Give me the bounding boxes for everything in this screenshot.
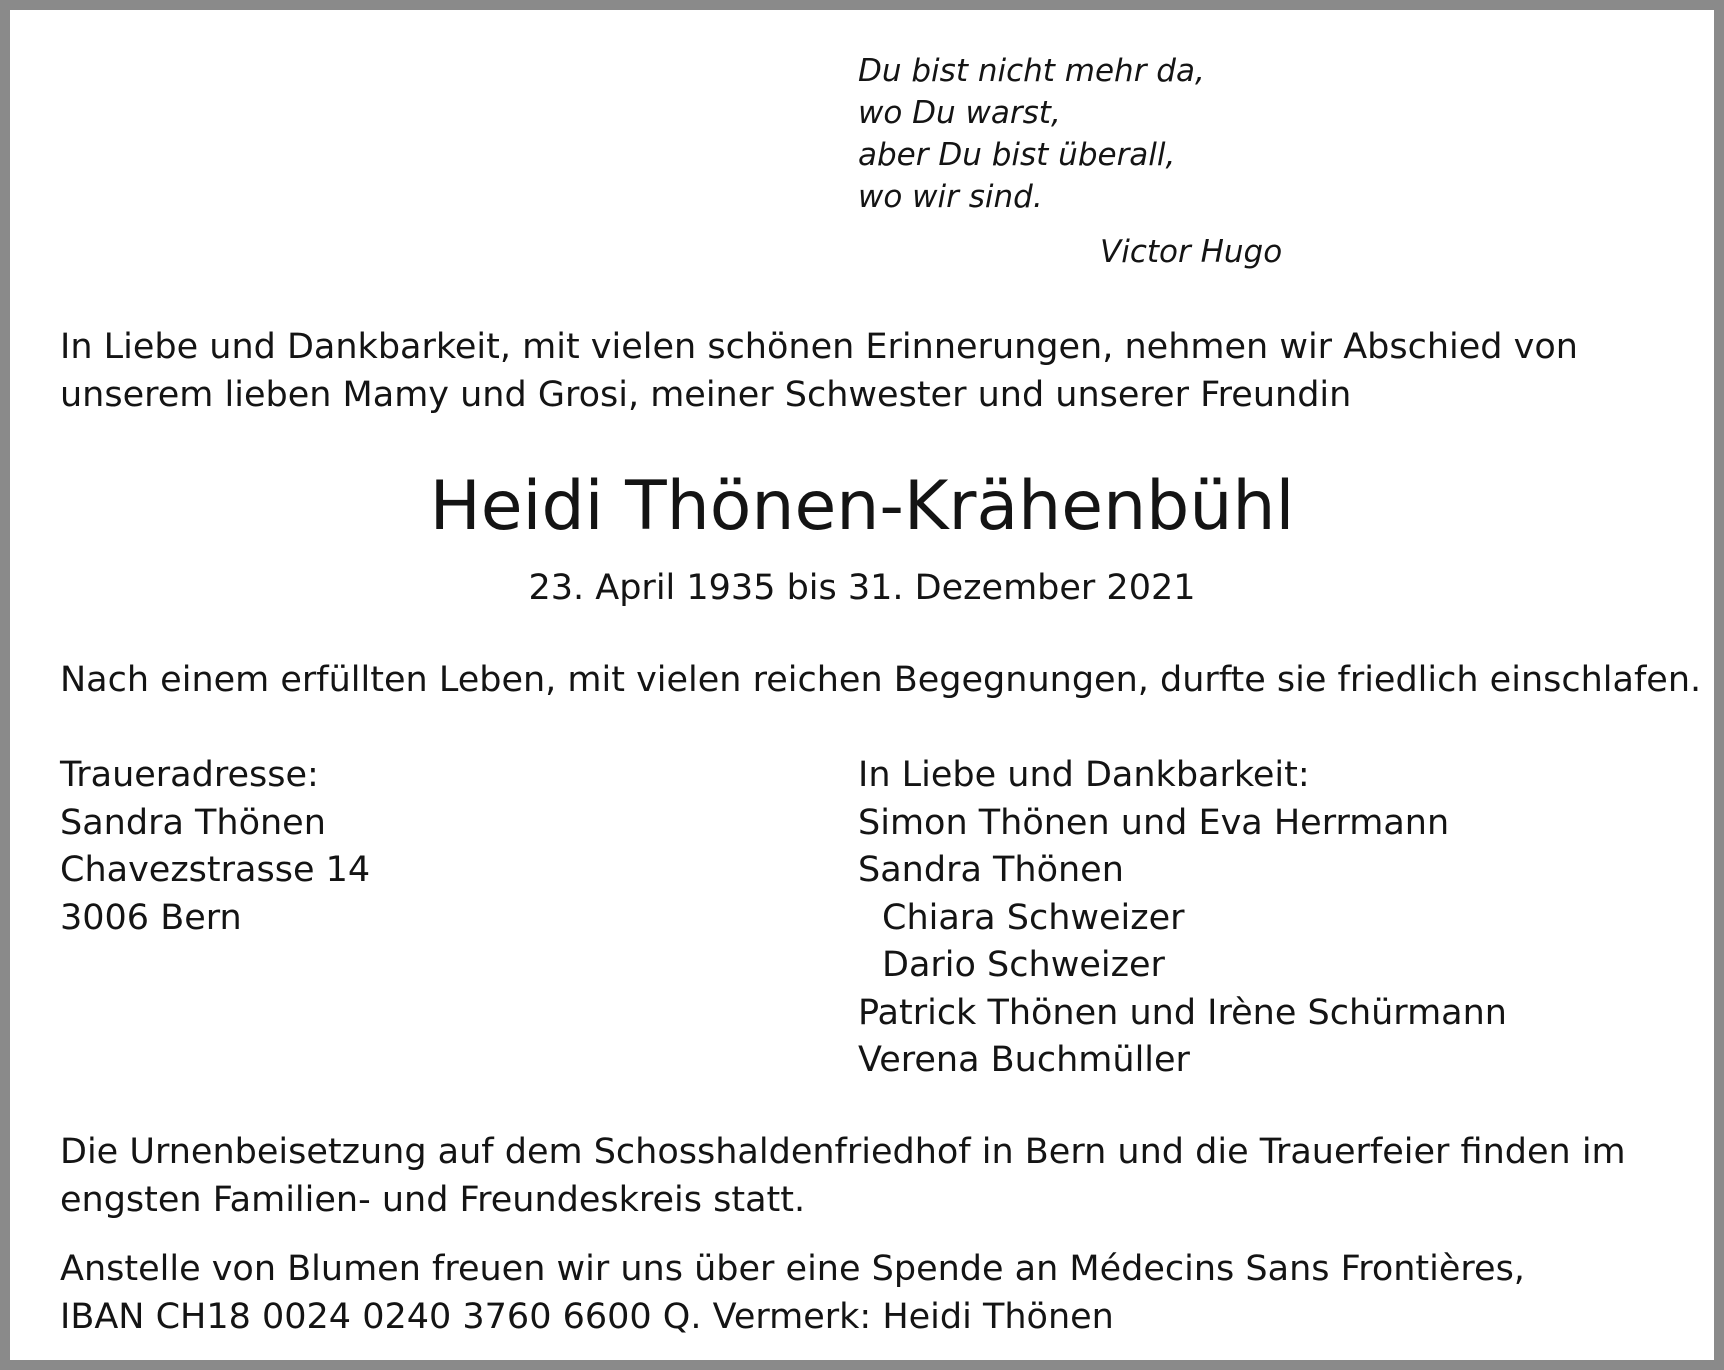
mourning-address-name: Sandra Thönen [60,802,326,843]
poem-line: wo Du warst, [858,95,1061,131]
family-member: Dario Schweizer [882,945,1165,985]
donation-info [60,1245,1525,1341]
poem-quote [858,50,1205,218]
mourning-address-street: Chavezstrasse 14 [60,850,371,890]
life-dates: 23. April 1935 bis 31. Dezember 2021 [528,568,1196,608]
family-member: Simon Thönen und Eva Herrmann [858,802,1450,843]
poem-author: Victor Hugo [1100,234,1283,270]
family-member: Patrick Thönen und Irène Schürmann [858,992,1507,1033]
deceased-name: Heidi Thönen-Krähenbühl [429,467,1295,546]
life-statement: Nach einem erfüllten Leben, mit vielen reichen Begegnungen, durfte sie friedlich einschlafen. [60,660,1702,700]
family-member: Sandra Thönen [858,850,1124,890]
poem-line: wo wir sind. [858,179,1043,215]
mourning-address-label: Traueradresse: [60,755,319,795]
ceremony-line: engsten Familien- und Freundeskreis statt. [60,1180,806,1220]
ceremony-line: Die Urnenbeisetzung auf dem Schosshaldenfriedhof in Bern und die Trauerfeier finden im [60,1132,1626,1172]
donation-line: Anstelle von Blumen freuen wir uns über eine Spende an Médecins Sans Frontières, [60,1249,1525,1289]
intro-paragraph [60,323,1578,419]
family-list [858,752,1507,1085]
family-member: Chiara Schweizer [882,897,1185,938]
family-member: Verena Buchmüller [858,1040,1190,1080]
intro-line: unserem lieben Mamy und Grosi, meiner Schwester und unserer Freundin [60,375,1352,415]
ceremony-info [60,1128,1626,1224]
donation-line: IBAN CH18 0024 0240 3760 6600 Q. Vermerk: Heidi Thönen [60,1297,1114,1337]
family-list-label: In Liebe und Dankbarkeit: [858,755,1310,795]
mourning-address-city: 3006 Bern [60,897,242,938]
mourning-address [60,752,370,942]
poem-line: Du bist nicht mehr da, [858,53,1205,89]
poem-line: aber Du bist überall, [858,137,1176,173]
intro-line: In Liebe und Dankbarkeit, mit vielen schönen Erinnerungen, nehmen wir Abschied von [60,327,1578,367]
obituary-notice [10,10,1714,1360]
